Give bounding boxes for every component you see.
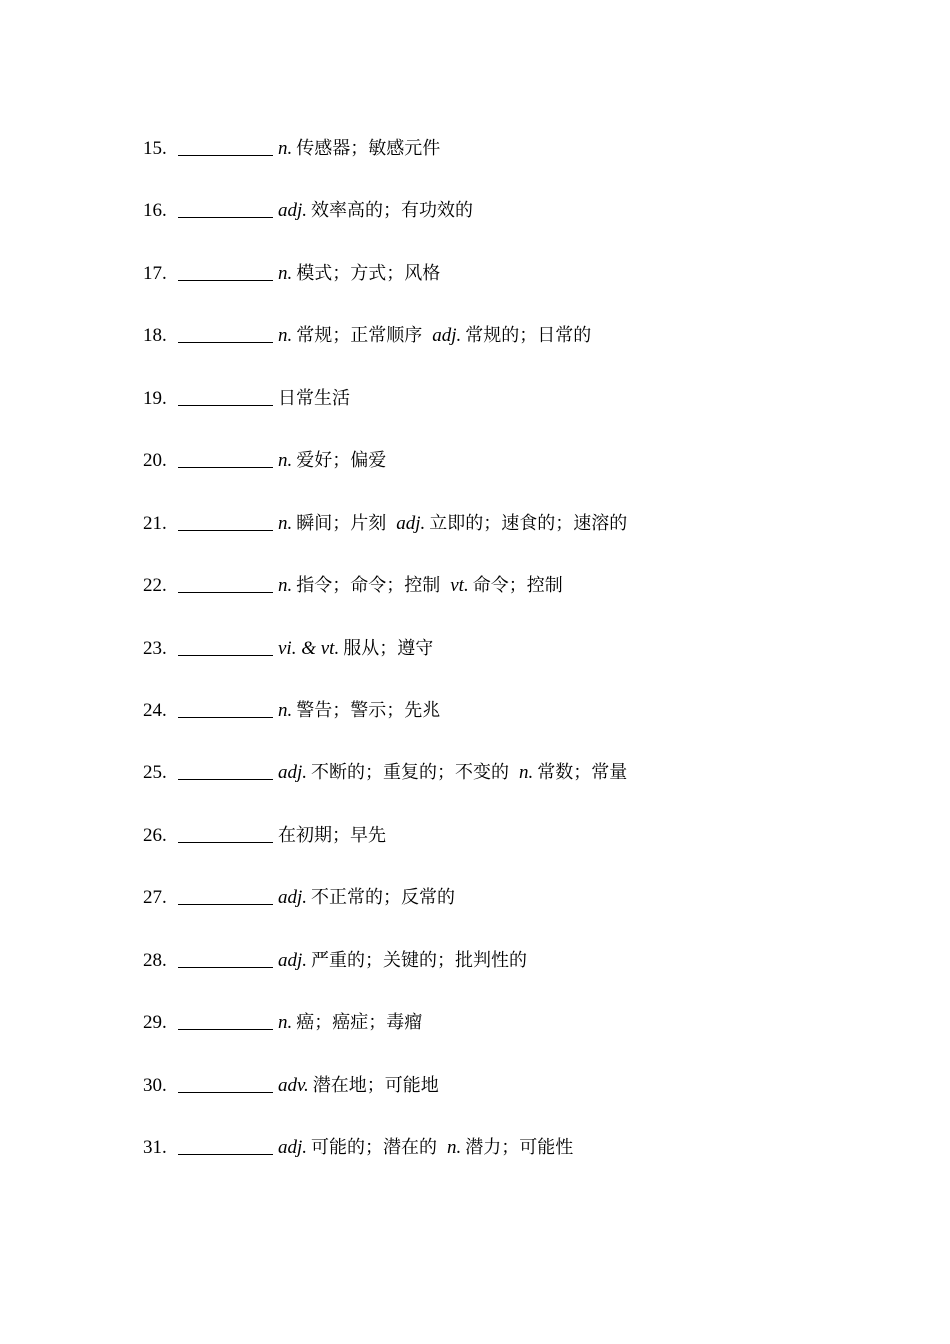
definition-group [278, 511, 637, 537]
vocabulary-item [143, 760, 863, 822]
item-number: 22. [143, 575, 167, 597]
definition [278, 1073, 439, 1099]
part-of-speech: n. [278, 512, 293, 534]
definition [278, 261, 440, 287]
chinese-meaning: 潜力；可能性 [465, 1137, 574, 1158]
answer-blank[interactable] [178, 948, 273, 968]
vocabulary-item [143, 136, 863, 198]
chinese-meaning: 爱好；偏爱 [296, 450, 387, 472]
answer-blank[interactable] [178, 885, 273, 905]
chinese-meaning: 日常生活 [278, 387, 350, 409]
definition-group [278, 1135, 583, 1161]
definition [278, 885, 455, 911]
answer-blank[interactable] [178, 323, 273, 343]
chinese-meaning: 服从；遵守 [343, 637, 434, 659]
definition [519, 760, 627, 786]
answer-blank[interactable] [178, 448, 273, 468]
chinese-meaning: 警告；警示；先兆 [296, 699, 441, 721]
item-number: 24. [143, 699, 167, 721]
vocabulary-item [143, 511, 863, 573]
part-of-speech: n. [519, 762, 534, 784]
chinese-meaning: 癌；癌症；毒瘤 [296, 1012, 423, 1034]
definition [278, 698, 440, 724]
vocabulary-item [143, 636, 863, 698]
chinese-meaning: 常规的；日常的 [465, 325, 592, 347]
definition [447, 1135, 573, 1161]
definition-group [278, 823, 396, 849]
definition [278, 198, 473, 224]
item-number: 27. [143, 887, 167, 909]
definition-group [278, 885, 465, 911]
answer-blank[interactable] [178, 136, 273, 156]
part-of-speech: n. [278, 325, 293, 347]
part-of-speech: adj. [278, 1137, 308, 1158]
definition [278, 1135, 437, 1161]
part-of-speech: adj. [278, 762, 308, 784]
vocabulary-item [143, 1135, 863, 1197]
vocabulary-item [143, 198, 863, 260]
item-number: 25. [143, 762, 167, 784]
definition [432, 323, 591, 349]
definition-group [278, 948, 537, 974]
item-number: 19. [143, 387, 167, 409]
chinese-meaning: 效率高的；有功效的 [311, 200, 474, 222]
chinese-meaning: 常数；常量 [537, 762, 628, 784]
item-number: 17. [143, 262, 167, 284]
part-of-speech: adv. [278, 1074, 309, 1096]
definition-group [278, 760, 637, 786]
answer-blank[interactable] [178, 636, 273, 656]
part-of-speech: vt. [450, 575, 469, 597]
vocabulary-item [143, 261, 863, 323]
definition-group [278, 386, 360, 412]
item-number: 20. [143, 450, 167, 472]
definition-group [278, 261, 450, 287]
item-number: 28. [143, 949, 167, 971]
definition [278, 760, 509, 786]
part-of-speech: n. [278, 138, 293, 159]
item-number: 15. [143, 138, 167, 159]
definition-group [278, 698, 450, 724]
chinese-meaning: 瞬间；片刻 [296, 512, 387, 534]
definition-group [278, 323, 601, 349]
answer-blank[interactable] [178, 1073, 273, 1093]
definition [278, 1010, 422, 1036]
definition-group [278, 448, 396, 474]
definition [278, 386, 350, 412]
definition-group [278, 573, 573, 599]
answer-blank[interactable] [178, 1135, 273, 1155]
definition [278, 636, 433, 662]
answer-blank[interactable] [178, 511, 273, 531]
definition-group [278, 198, 483, 224]
item-number: 30. [143, 1074, 167, 1096]
part-of-speech: n. [447, 1137, 462, 1158]
answer-blank[interactable] [178, 386, 273, 406]
chinese-meaning: 指令；命令；控制 [296, 575, 441, 597]
definition-group [278, 636, 443, 662]
vocabulary-item [143, 1073, 863, 1135]
definition [278, 823, 386, 849]
answer-blank[interactable] [178, 698, 273, 718]
vocabulary-item [143, 323, 863, 385]
chinese-meaning: 不断的；重复的；不变的 [311, 762, 510, 784]
part-of-speech: adj. [278, 949, 308, 971]
definition-group [278, 1010, 432, 1036]
definition [278, 948, 527, 974]
item-number: 16. [143, 200, 167, 222]
part-of-speech: n. [278, 699, 293, 721]
chinese-meaning: 潜在地；可能地 [312, 1074, 439, 1096]
item-number: 23. [143, 637, 167, 659]
definition [278, 573, 440, 599]
vocabulary-item [143, 948, 863, 1010]
answer-blank[interactable] [178, 573, 273, 593]
chinese-meaning: 常规；正常顺序 [296, 325, 423, 347]
part-of-speech: vi. & vt. [278, 637, 340, 659]
part-of-speech: adj. [278, 887, 308, 909]
part-of-speech: n. [278, 1012, 293, 1034]
chinese-meaning: 严重的；关键的；批判性的 [311, 949, 528, 971]
answer-blank[interactable] [178, 823, 273, 843]
answer-blank[interactable] [178, 198, 273, 218]
definition-group [278, 136, 450, 162]
part-of-speech: n. [278, 262, 293, 284]
definition [278, 448, 386, 474]
vocabulary-item [143, 823, 863, 885]
answer-blank[interactable] [178, 261, 273, 281]
chinese-meaning: 可能的；潜在的 [311, 1137, 438, 1158]
definition [450, 573, 562, 599]
chinese-meaning: 在初期；早先 [278, 824, 386, 846]
item-number: 31. [143, 1137, 167, 1158]
vocabulary-item [143, 448, 863, 510]
part-of-speech: adj. [396, 512, 426, 534]
vocabulary-item [143, 885, 863, 947]
vocabulary-item [143, 386, 863, 448]
definition [278, 323, 422, 349]
part-of-speech: n. [278, 450, 293, 472]
definition [278, 136, 440, 162]
answer-blank[interactable] [178, 1010, 273, 1030]
item-number: 26. [143, 824, 167, 846]
definition-group [278, 1073, 449, 1099]
item-number: 21. [143, 512, 167, 534]
item-number: 18. [143, 325, 167, 347]
part-of-speech: adj. [278, 200, 308, 222]
answer-blank[interactable] [178, 760, 273, 780]
chinese-meaning: 立即的；速食的；速溶的 [429, 512, 628, 534]
chinese-meaning: 传感器；敏感元件 [296, 138, 441, 159]
vocabulary-item [143, 573, 863, 635]
vocabulary-item [143, 1010, 863, 1072]
definition [396, 511, 627, 537]
part-of-speech: n. [278, 575, 293, 597]
chinese-meaning: 命令；控制 [472, 575, 563, 597]
chinese-meaning: 不正常的；反常的 [311, 887, 456, 909]
vocabulary-item [143, 698, 863, 760]
chinese-meaning: 模式；方式；风格 [296, 262, 441, 284]
definition [278, 511, 386, 537]
vocabulary-list [143, 136, 863, 1197]
item-number: 29. [143, 1012, 167, 1034]
part-of-speech: adj. [432, 325, 462, 347]
